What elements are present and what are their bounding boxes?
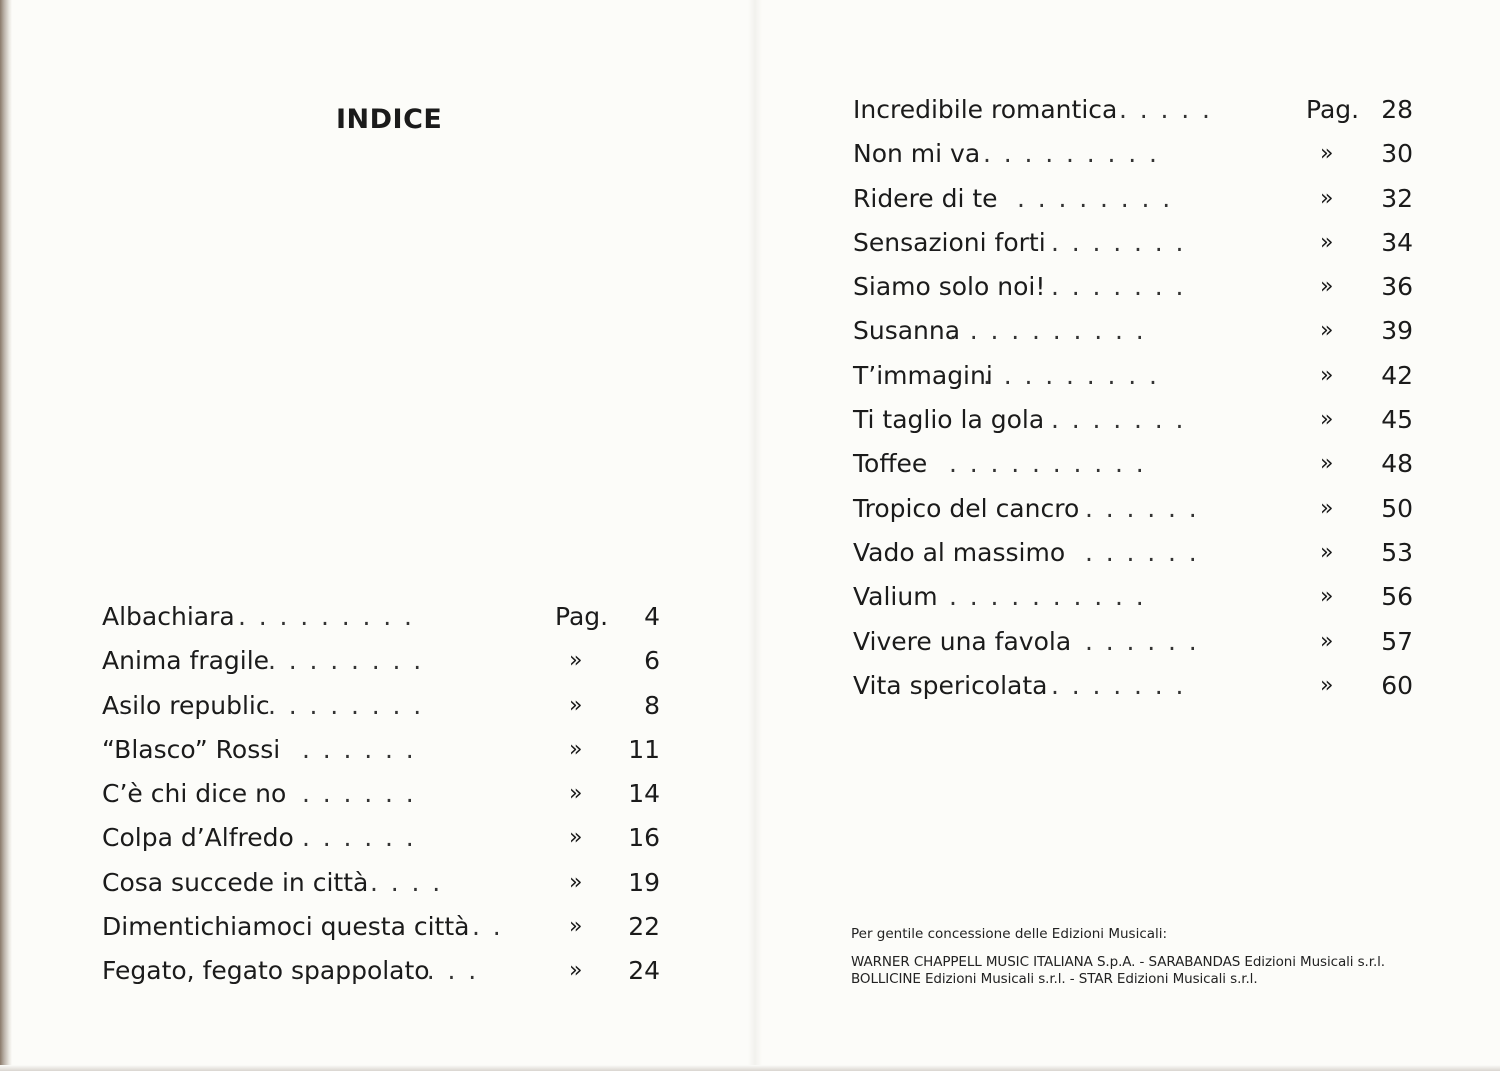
toc-entry-ref: » (1320, 141, 1334, 167)
toc-entry-ref: » (1320, 628, 1334, 654)
toc-entry-page: 16 (628, 823, 660, 853)
toc-entry-page: 50 (1381, 493, 1413, 523)
toc-entry-page: 11 (628, 734, 660, 764)
toc-leader-dots: ......... (983, 360, 1170, 390)
toc-entry-page: 48 (1381, 449, 1413, 479)
credits-line: BOLLICINE Edizioni Musicali s.r.l. - STAR Edizioni Musicali s.r.l. (851, 971, 1258, 987)
toc-leader-dots: .......... (949, 582, 1157, 612)
toc-entry-page: 45 (1381, 405, 1413, 435)
toc-entry-page: 6 (644, 646, 660, 676)
toc-entry (102, 949, 662, 993)
toc-leader-dots: ...... (302, 823, 427, 853)
toc-entry (102, 728, 662, 772)
toc-leader-dots: ...... (302, 779, 427, 809)
toc-entry-page: 32 (1381, 183, 1413, 213)
toc-entry-title: Anima fragile (102, 646, 270, 676)
toc-entry (853, 531, 1413, 575)
toc-leader-dots: ...... (1085, 626, 1210, 656)
toc-entry-ref: » (1320, 584, 1334, 610)
toc-leader-dots: ....... (1051, 272, 1197, 302)
toc-entry-page: 39 (1381, 316, 1413, 346)
toc-leader-dots: ..... (1119, 95, 1223, 124)
toc-entry (853, 132, 1413, 176)
toc-entry (102, 861, 662, 905)
toc-leader-dots: ........ (268, 690, 434, 720)
toc-entry-page: 56 (1381, 582, 1413, 612)
toc-entry (102, 684, 662, 728)
toc-leader-dots: ....... (1051, 227, 1197, 257)
toc-leader-dots: .... (406, 956, 489, 986)
toc-leader-dots: ........ (1017, 183, 1183, 213)
toc-entry-page: 53 (1381, 537, 1413, 567)
toc-entry-page: 42 (1381, 360, 1413, 390)
toc-entry-title: Cosa succede in città (102, 867, 369, 897)
toc-entry-title: Incredibile romantica (853, 95, 1118, 124)
toc-entry-ref: » (569, 736, 583, 762)
toc-entry (853, 664, 1413, 708)
toc-entry (853, 575, 1413, 619)
toc-leader-dots: ......... (983, 139, 1170, 169)
toc-entry-title: Ridere di te (853, 183, 998, 213)
toc-entry-ref: » (1320, 362, 1334, 388)
toc-entry (102, 639, 662, 683)
toc-entry (853, 354, 1413, 398)
credits-intro: Per gentile concessione delle Edizioni Musicali: (851, 926, 1168, 942)
toc-entry-page: 36 (1381, 272, 1413, 302)
toc-entry-ref: » (1320, 318, 1334, 344)
toc-entry-ref: » (569, 692, 583, 718)
toc-entry-title: Non mi va (853, 139, 981, 169)
toc-entry-page: 22 (628, 912, 660, 942)
toc-entry-ref: » (1320, 451, 1334, 477)
toc-entry-title: Vivere una favola (853, 626, 1072, 656)
toc-entry-ref: Pag. (555, 602, 609, 631)
toc-entry-ref: » (1320, 495, 1334, 521)
toc-entry-ref: » (569, 781, 583, 807)
toc-entry (853, 177, 1413, 221)
toc-leader-dots: ....... (1051, 670, 1197, 700)
toc-entry-title: Siamo solo noi! (853, 272, 1046, 302)
toc-entry-ref: » (1320, 229, 1334, 255)
toc-entry-ref: » (1320, 274, 1334, 300)
toc-entry (102, 816, 662, 860)
toc-entry-title: Albachiara (102, 602, 235, 631)
toc-entry-title: Colpa d’Alfredo (102, 823, 294, 853)
toc-entry-ref: » (569, 914, 583, 940)
toc-entry-ref: » (1320, 407, 1334, 433)
toc-leader-dots: ....... (1051, 405, 1197, 435)
toc-entry-page: 14 (628, 779, 660, 809)
toc-entry-title: Fegato, fegato spappolato (102, 956, 430, 986)
toc-entry (853, 88, 1413, 132)
toc-list-right (853, 88, 1413, 708)
toc-leader-dots: ...... (1085, 537, 1210, 567)
toc-entry-title: Vado al massimo (853, 537, 1066, 567)
toc-entry-page: 34 (1381, 227, 1413, 257)
toc-entry-title: Vita spericolata (853, 670, 1048, 700)
toc-entry-title: Tropico del cancro (853, 493, 1080, 523)
toc-entry (853, 487, 1413, 531)
toc-entry-page: 57 (1381, 626, 1413, 656)
toc-entry (853, 620, 1413, 664)
toc-list-left (102, 595, 662, 994)
toc-leader-dots: .......... (949, 449, 1157, 479)
toc-leader-dots: ...... (1085, 493, 1210, 523)
toc-leader-dots: .. (472, 912, 514, 942)
toc-entry-title: T’immagini (853, 360, 993, 390)
toc-entry-ref: » (1320, 539, 1334, 565)
toc-entry-title: “Blasco” Rossi (102, 734, 281, 764)
toc-entry-title: Asilo republic (102, 690, 270, 720)
toc-entry-ref: Pag. (1306, 95, 1360, 124)
index-heading: INDICE (336, 104, 443, 136)
toc-entry (853, 398, 1413, 442)
toc-entry (853, 221, 1413, 265)
toc-entry (102, 595, 662, 639)
toc-entry-title: Sensazioni forti (853, 227, 1046, 257)
toc-entry-page: 24 (628, 956, 660, 986)
toc-entry-title: Dimentichiamoci questa città (102, 912, 470, 942)
publisher-credits (851, 926, 1471, 988)
toc-entry-title: Valium (853, 582, 938, 612)
toc-entry-title: Ti taglio la gola (853, 405, 1045, 435)
toc-leader-dots: ......... (238, 602, 425, 631)
toc-leader-dots: ...... (302, 734, 427, 764)
toc-entry-ref: » (569, 825, 583, 851)
toc-entry (853, 265, 1413, 309)
toc-entry-page: 19 (628, 867, 660, 897)
toc-entry-ref: » (1320, 672, 1334, 698)
toc-entry-ref: » (569, 869, 583, 895)
toc-entry-ref: » (1320, 185, 1334, 211)
toc-entry-title: C’è chi dice no (102, 779, 287, 809)
toc-entry-page: 60 (1381, 670, 1413, 700)
toc-entry (102, 905, 662, 949)
toc-entry (853, 309, 1413, 353)
toc-entry-page: 4 (644, 602, 660, 631)
toc-leader-dots: .......... (949, 316, 1157, 346)
toc-entry-page: 8 (644, 690, 660, 720)
toc-entry-page: 30 (1381, 139, 1413, 169)
toc-entry-ref: » (569, 958, 583, 984)
right-page (755, 0, 1500, 1071)
toc-leader-dots: ........ (268, 646, 434, 676)
toc-entry-page: 28 (1381, 95, 1413, 124)
toc-entry (853, 442, 1413, 486)
toc-leader-dots: .... (370, 867, 453, 897)
toc-entry (102, 772, 662, 816)
toc-entry-title: Toffee (853, 449, 928, 479)
toc-entry-title: Susanna (853, 316, 961, 346)
toc-entry-ref: » (569, 648, 583, 674)
credits-line: WARNER CHAPPELL MUSIC ITALIANA S.p.A. - SARABANDAS Edizioni Musicali s.r.l. (851, 954, 1385, 970)
